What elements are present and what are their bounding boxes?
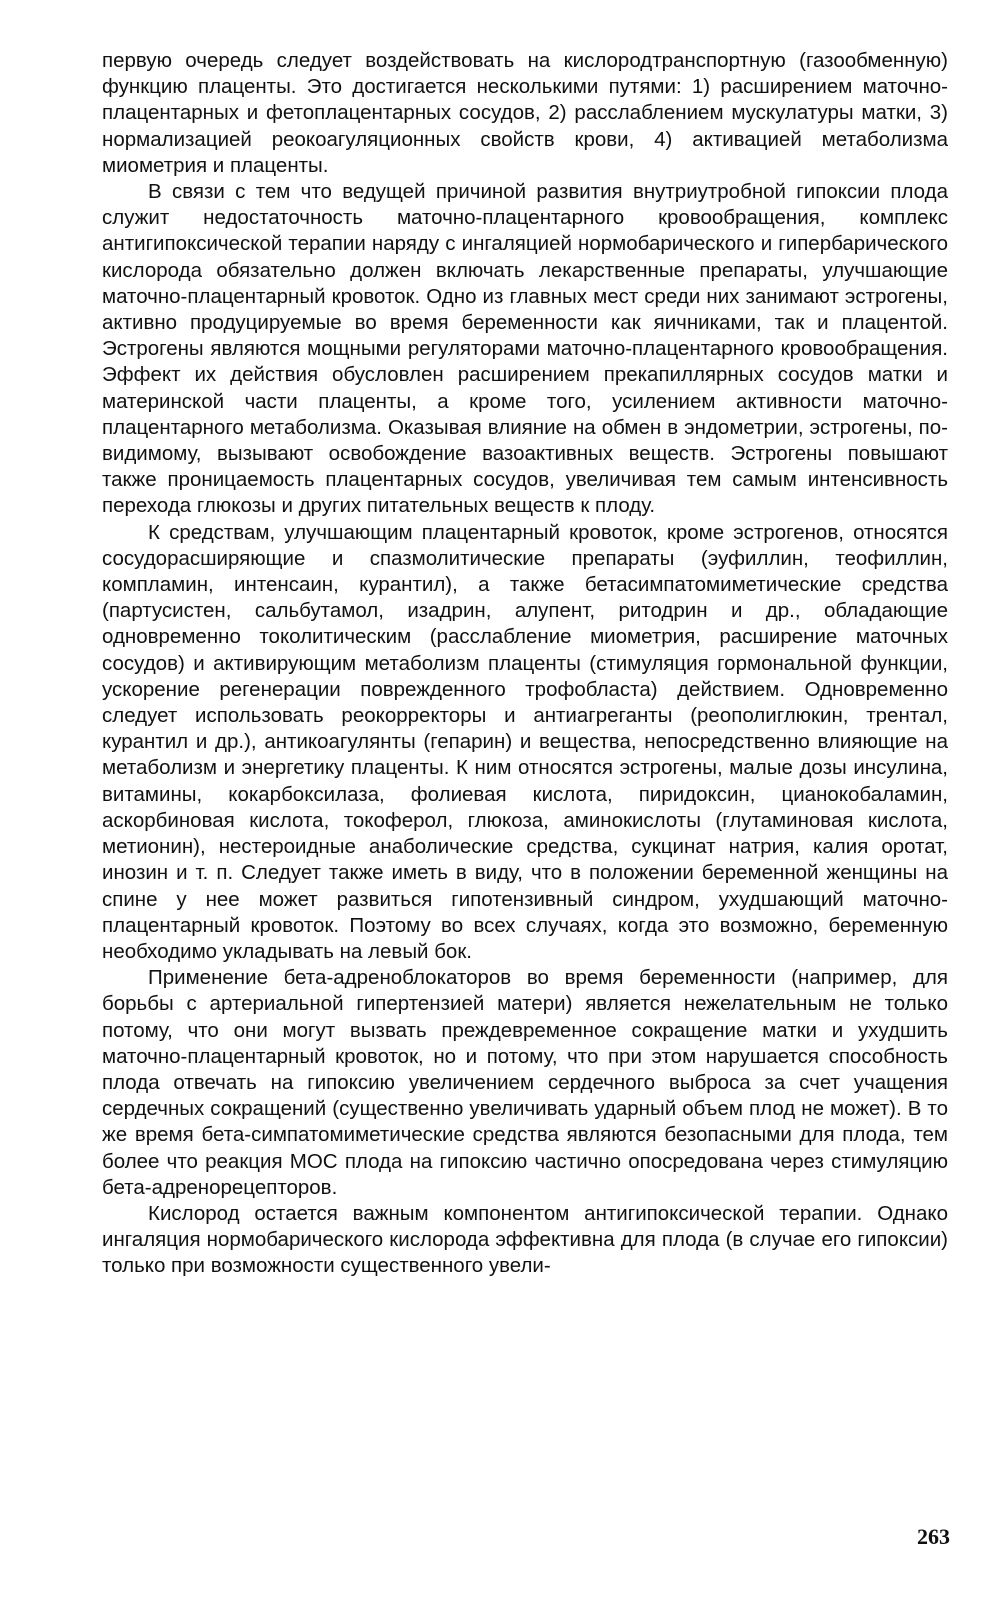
paragraph-2: В связи с тем что ведущей причиной развития внутриутробной гипоксии плода служит недостаточность маточно-плацентарного кровообращения, комплекс антигипоксической терапии наряду с ингаляцией нормобарического и гипербарического кислорода обязательно должен включать лекарственные препараты, улучшающие маточно-плацентарный кровоток. Одно из главных мест среди них занимают эстрогены, активно продуцируемые во время беременности как яичниками, так и плацентой. Эстрогены являются мощными регуляторами маточно-плацентарного кровообращения. Эффект их действия обусловлен расширением прекапиллярных сосудов матки и материнской части плаценты, а кроме того, усилением активности маточно-плацентарного метаболизма. Оказывая влияние на обмен в эндометрии, эстрогены, по-видимому, вызывают освобождение вазоактивных веществ. Эстрогены повышают также проницаемость плацентарных сосудов, увеличивая тем самым интенсивность перехода глюкозы и других питательных веществ к плоду. [102, 180, 948, 518]
paragraph-5: Кислород остается важным компонентом антигипоксической терапии. Однако ингаляция нормобарического кислорода эффективна для плода (в случае его гипоксии) только при возможности существенного увели- [102, 1201, 948, 1278]
paragraph-4: Применение бета-адреноблокаторов во время беременности (например, для борьбы с артериальной гипертензией матери) является нежелательным не только потому, что они могут вызвать преждевременное сокращение матки и ухудшить маточно-плацентарный кровоток, но и потому, что при этом нарушается способность плода отвечать на гипоксию увеличением сердечного выброса за счет учащения сердечных сокращений (существенно увеличивать ударный объем плод не может). В то же время бета-симпатомиметические средства являются безопасными для плода, тем более что реакция МОС плода на гипоксию частично опосредована через стимуляцию бета-адренорецепторов. [102, 966, 948, 1199]
page-body [102, 48, 948, 1280]
paragraph-3: К средствам, улучшающим плацентарный кровоток, кроме эстрогенов, относятся сосудорасширяющие и спазмолитические препараты (эуфиллин, теофиллин, компламин, интенсаин, курантил), а также бетасимпатомиметические средства (партусистен, сальбутамол, изадрин, алупент, ритодрин и др., обладающие одновременно токолитическим (расслабление миометрия, расширение маточных сосудов) и активирующим метаболизм плаценты (стимуляция гормональной функции, ускорение регенерации поврежденного трофобласта) действием. Одновременно следует использовать реокорректоры и антиагреганты (реополиглюкин, трентал, курантил и др.), антикоагулянты (гепарин) и вещества, непосредственно влияющие на метаболизм и энергетику плаценты. К ним относятся эстрогены, малые дозы инсулина, витамины, кокарбоксилаза, фолиевая кислота, пиридоксин, цианокобаламин, аскорбиновая кислота, токоферол, глюкоза, аминокислоты (глутаминовая кислота, метионин), нестероидные анаболические средства, сукцинат натрия, калия оротат, инозин и т. п. Следует также иметь в виду, что в положении беременной женщины на спине у нее может развиться гипотензивный синдром, ухудшающий маточно-плацентарный кровоток. Поэтому во всех случаях, когда это возможно, беременную необходимо укладывать на левый бок. [102, 520, 948, 963]
page-number: 263 [917, 1524, 950, 1549]
paragraph-1: первую очередь следует воздействовать на кислородтранспортную (газообменную) функцию плаценты. Это достигается несколькими путями: 1) расширением маточно-плацентарных и фетоплацентарных сосудов, 2) расслаблением мускулатуры матки, 3) нормализацией реокоагуляционных свойств крови, 4) активацией метаболизма миометрия и плаценты. [102, 49, 948, 177]
